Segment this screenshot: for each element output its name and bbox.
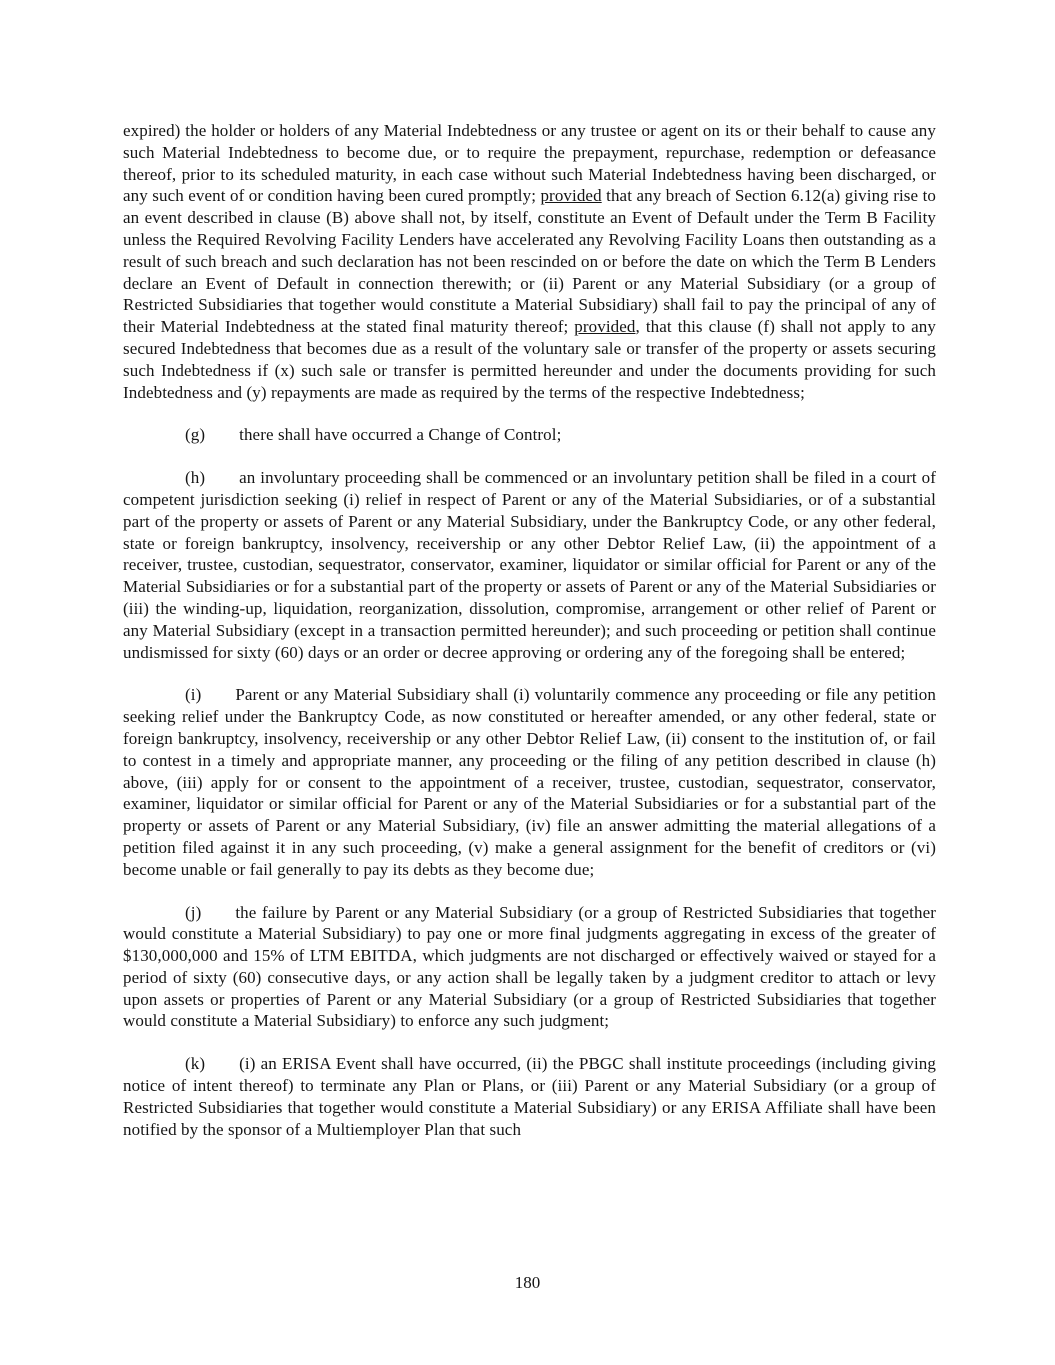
text-run: (i) an ERISA Event shall have occurred, (ii) the PBGC shall institute proceedings (including giving notice of intent thereof) to terminate any Plan or Plans, or (iii) Parent or any Material Subsidiary (or a group of Restricted Subsidiaries that together would constitute a Material Subsidiary) or any ERISA Affiliate shall have been notified by the sponsor of a Multiemployer Plan that such [123,1054,936,1139]
text-run: (g) [185,425,206,445]
text-run: (i) [185,685,202,705]
text-run: the failure by Parent or any Material Subsidiary (or a group of Restricted Subsidiaries that together would constitute a Material Subsidiary) to pay one or more final judgments aggregating in excess of the greater of $130,000,000 and 15% of LTM EBITDA, which judgments are not discharged or effectively waived or stayed for a period of sixty (60) consecutive days, or any action shall be legally taken by a judgment creditor to attach or levy upon assets or properties of Parent or any Material Subsidiary (or a group of Restricted Subsidiaries that together would constitute a Material Subsidiary) to enforce any such judgment; [123,902,936,1031]
paragraph-clause-h [123,467,936,663]
text-run: an involuntary proceeding shall be commenced or an involuntary petition shall be filed in a court of competent jurisdiction seeking (i) relief in respect of Parent or any of the Material Subsidiaries, or of a substantial part of the property or assets of Parent or any Material Subsidiary, under the Bankruptcy Code, or any other federal, state or foreign bankruptcy, insolvency, receivership or any other Debtor Relief Law, (ii) the appointment of a receiver, trustee, custodian, sequestrator, conservator, examiner, liquidator or similar official for Parent or any of the Material Subsidiaries or for a substantial part of the property or assets of Parent or any of the Material Subsidiaries or (iii) the winding-up, liquidation, reorganization, dissolution, compromise, arrangement or other relief of Parent or any Material Subsidiary (except in a transaction permitted hereunder); and such proceeding or petition shall continue undismissed for sixty (60) days or an order or decree approving or ordering any of the foregoing shall be entered; [123,468,936,662]
text-run: (j) [185,902,202,922]
text-run: that any breach of Section 6.12(a) giving rise to an event described in clause (B) above shall not, by itself, constitute an Event of Default under the Term B Facility unless the Required Revolving Facility Lenders have accelerated any Revolving Facility Loans then outstanding as a result of such breach and such declaration has not been rescinded on or before the date on which the Term B Lenders declare an Event of Default in connection therewith; or (ii) Parent or any Material Subsidiary (or a group of Restricted Subsidiaries that together would constitute a Material Subsidiary) shall fail to pay the principal of any of their Material Indebtedness at the stated final maturity thereof; [123,186,936,337]
text-run: , that this clause (f) shall not apply to any secured Indebtedness that becomes due as a result of the voluntary sale or transfer of the property or assets securing such Indebtedness if (x) such sale or transfer is permitted hereunder and under the documents providing for such Indebtedness and (y) repayments are made as required by the terms of the respective Indebtedness; [123,317,936,402]
underlined-text: provided [540,186,602,206]
paragraph-clause-g [123,424,936,446]
text-run: there shall have occurred a Change of Control; [239,425,562,445]
paragraph-clause-i [123,684,936,880]
text-run: expired) the holder or holders of any Material Indebtedness or any trustee or agent on its or their behalf to cause any such Material Indebtedness to become due, or to require the prepayment, repurchase, redemption or defeasance thereof, prior to its scheduled maturity, in each case without such Material Indebtedness having been discharged, or any such event of or condition having been cured promptly; [123,121,936,206]
paragraph-clause-f-continuation [123,120,936,403]
page-number: 180 [514,1273,541,1292]
paragraph-clause-k [123,1053,936,1140]
underlined-text: provided [574,317,636,337]
paragraph-clause-j [123,902,936,1033]
text-run: (k) [185,1054,206,1074]
text-run: Parent or any Material Subsidiary shall (i) voluntarily commence any proceeding or file any petition seeking relief under the Bankruptcy Code, as now constituted or hereafter amended, or any other federal, state or foreign bankruptcy, insolvency, receivership or any other Debtor Relief Law, (ii) consent to the institution of, or fail to contest in a timely and appropriate manner, any proceeding or the filing of any petition described in clause (h) above, (iii) apply for or consent to the appointment of a receiver, trustee, custodian, sequestrator, conservator, examiner, liquidator or similar official for Parent or any of the Material Subsidiaries or for a substantial part of the property or assets of Parent or any Material Subsidiary, (iv) file an answer admitting the material allegations of a petition filed against it in any such proceeding, (v) make a general assignment for the benefit of creditors or (vi) become unable or fail generally to pay its debts as they become due; [123,685,936,879]
document-body [123,120,936,1161]
text-run: (h) [185,468,206,488]
